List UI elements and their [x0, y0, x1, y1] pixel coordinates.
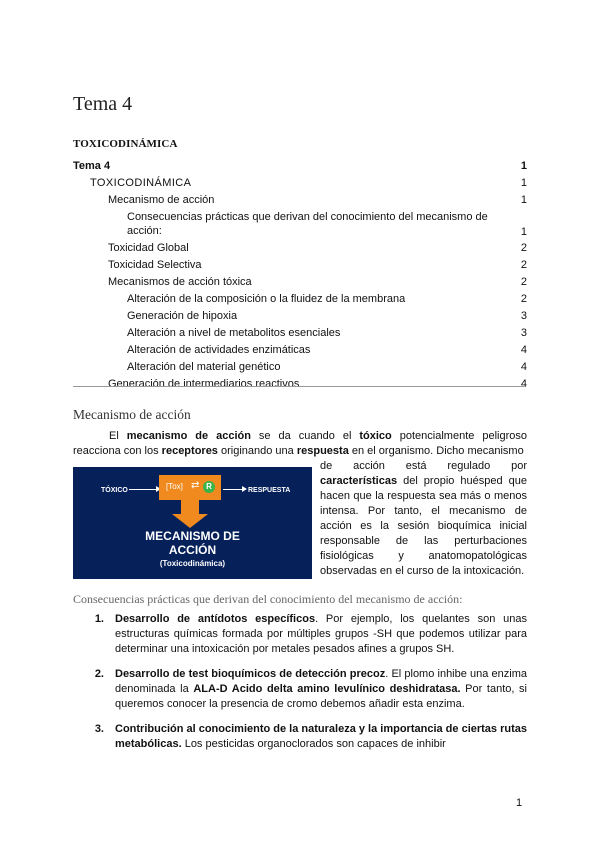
toc-label: Toxicidad Global — [108, 242, 189, 254]
toc-entry[interactable] — [73, 175, 527, 192]
receptor-icon: R — [203, 481, 215, 493]
arrow-right-icon — [129, 489, 159, 490]
toc-page: 4 — [520, 361, 527, 373]
diagram-label-tox: [Tox] — [166, 482, 183, 491]
numbered-list — [73, 612, 527, 762]
toc-label: Alteración de actividades enzimáticas — [127, 344, 311, 356]
toc-page: 1 — [520, 160, 527, 172]
diagram-label-respuesta: RESPUESTA — [248, 487, 291, 494]
section-heading-toxicodinamica: TOXICODINÁMICA — [73, 138, 178, 150]
toc-page: 2 — [520, 259, 527, 271]
toc-label: Consecuencias prácticas que derivan del conocimiento del mecanismo de acción: — [127, 211, 488, 237]
list-item: 1. Desarrollo de antídotos específicos. Por ejemplo, los quelantes son unas estructuras químicas formada por múltiples grupos -SH que podemos utilizar para determinar una intoxicación por metales pesados afines a grupos SH. — [94, 613, 527, 655]
toc-entry[interactable] — [73, 308, 527, 325]
list-item: 2. Desarrollo de test bioquímicos de detección precoz. El plomo inhibe una enzima denominada la ALA-D Acido delta amino levulínico deshidratasa. Por tanto, si queremos conocer la presencia de cromo debemos añadir esta enzima. — [94, 668, 528, 710]
toc-label: TOXICODINÁMICA — [90, 177, 192, 189]
paragraph-mecanismo-cont: de acción está regulado por características del propio huésped que hacen que la respuesta sea más o menos intensa. Por tanto, el mecanismo de acción es la sesión bioquímica inicial responsable de las perturbaciones fisiológicas y anatomopatológicas observadas en el curso de la intoxicación. — [320, 460, 527, 577]
toc-entry[interactable] — [73, 192, 527, 209]
toc-entry[interactable] — [73, 376, 527, 393]
toc-label: Alteración a nivel de metabolitos esenciales — [127, 327, 341, 339]
toc-entry[interactable] — [73, 240, 527, 257]
toc-page: 2 — [520, 242, 527, 254]
mechanism-diagram — [73, 467, 312, 579]
paragraph-mecanismo: El mecanismo de acción se da cuando el tóxico potencialmente peligroso reacciona con los receptores originando una respuesta en el organismo. Dicho mecanismo — [73, 430, 527, 457]
toc-label: Alteración de la composición o la fluidez de la membrana — [127, 293, 406, 305]
table-of-contents — [73, 158, 527, 393]
reaction-box — [159, 475, 221, 500]
toc-page: 2 — [520, 293, 527, 305]
toc-label: Toxicidad Selectiva — [108, 259, 202, 271]
toc-page: 3 — [520, 310, 527, 322]
page-title: Tema 4 — [73, 93, 133, 115]
toc-label: Mecanismo de acción — [108, 194, 215, 206]
toc-entry[interactable] — [73, 158, 527, 175]
toc-page: 4 — [520, 344, 527, 356]
toc-entry[interactable] — [73, 209, 527, 240]
toc-entry[interactable] — [73, 274, 527, 291]
toc-label: Mecanismos de acción tóxica — [108, 276, 252, 288]
toc-entry[interactable] — [73, 342, 527, 359]
toc-page: 1 — [520, 177, 527, 189]
arrow-right-icon — [223, 489, 245, 490]
toc-page: 4 — [520, 378, 527, 390]
diagram-title: MECANISMO DE ACCIÓN — [145, 529, 240, 557]
toc-page: 2 — [520, 276, 527, 288]
toc-page: 1 — [520, 194, 527, 206]
toc-entry[interactable] — [73, 291, 527, 308]
diagram-subtitle: (Toxicodinámica) — [159, 559, 226, 568]
diagram-label-toxico: TÓXICO — [101, 487, 128, 494]
arrow-down-icon — [172, 514, 208, 528]
equilibrium-icon: ⇄ — [191, 480, 200, 491]
toc-page: 3 — [520, 327, 527, 339]
page-number: 1 — [516, 797, 523, 809]
toc-entry[interactable] — [73, 325, 527, 342]
list-item: 3. Contribución al conocimiento de la naturaleza y la importancia de ciertas rutas metabólicas. Los pesticidas organoclorados son capaces de inhibir — [94, 723, 527, 750]
toc-entry[interactable] — [73, 359, 527, 376]
divider — [73, 386, 524, 387]
toc-label: Tema 4 — [73, 160, 111, 172]
section-title-consecuencias: Consecuencias prácticas que derivan del conocimiento del mecanismo de acción: — [73, 592, 463, 606]
toc-label: Alteración del material genético — [127, 361, 281, 373]
toc-label: Generación de hipoxia — [127, 310, 238, 322]
arrow-down-icon — [181, 500, 199, 514]
toc-page: 1 — [520, 226, 527, 238]
section-title-mecanismo: Mecanismo de acción — [73, 407, 191, 422]
toc-label: Generación de intermediarios reactivos — [108, 378, 300, 390]
toc-entry[interactable] — [73, 257, 527, 274]
